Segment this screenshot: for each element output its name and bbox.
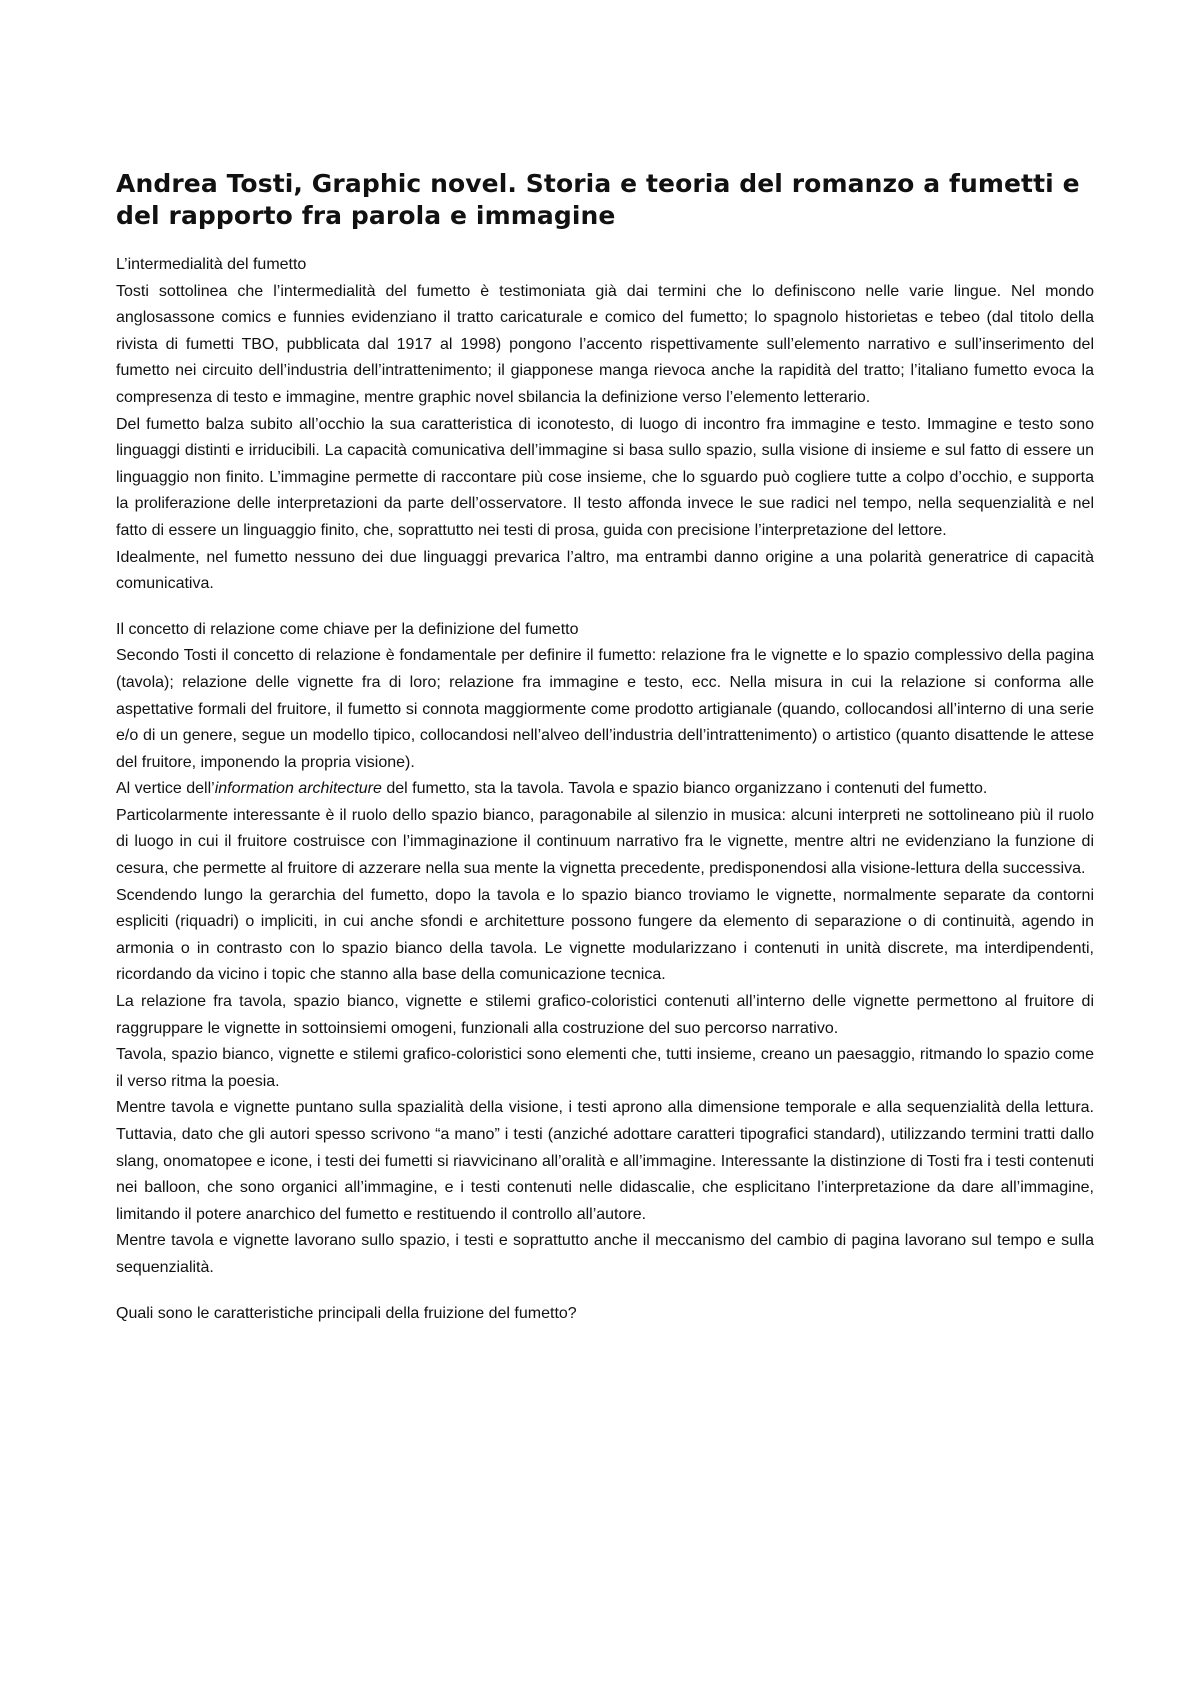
paragraph: Particolarmente interessante è il ruolo dello spazio bianco, paragonabile al silenzio in musica: alcuni interpreti ne sottolineano più il ruolo di luogo in cui il fruitore costruisce con l’immaginazione il continuum narrativo fra le vignette, mentre altri ne evidenziano la funzione di cesura, che permette al fruitore di azzerare nella sua mente la vignetta precedente, predisponendosi alla visione-lettura della successiva. [116,806,1094,878]
question-text: Quali sono le caratteristiche principali della fruizione del fumetto? [116,1304,577,1322]
section-spacer [116,598,1094,617]
emphasis-text: information architecture [214,780,382,798]
document-page [116,168,1094,1327]
section-spacer [116,1282,1094,1301]
paragraph: Tosti sottolinea che l’intermedialità del fumetto è testimoniata già dai termini che lo definiscono nelle varie lingue. Nel mondo anglosassone comics e funnies evidenziano il tratto caricaturale e comico del fumetto; lo spagnolo historietas e tebeo (dal titolo della rivista di fumetti TBO, pubblicata dal 1917 al 1998) pongono l’accento rispettivamente sull’elemento narrativo e sull’inserimento del fumetto nei circuito dell’industria dell’intrattenimento; il giapponese manga rievoca anche la rapidità del tratto; l’italiano fumetto evoca la compresenza di testo e immagine, mentre graphic novel sbilancia la definizione verso l’elemento letterario. [116,282,1094,406]
paragraph: Mentre tavola e vignette lavorano sullo spazio, i testi e soprattutto anche il meccanismo del cambio di pagina lavorano sul tempo e sulla sequenzialità. [116,1232,1094,1276]
text-run: del fumetto, sta la tavola. Tavola e spazio bianco organizzano i contenuti del fumetto. [381,780,988,798]
paragraph: La relazione fra tavola, spazio bianco, vignette e stilemi grafico-coloristici contenuti all’interno delle vignette permettono al fruitore di raggruppare le vignette in sottoinsiemi omogeni, funzionali alla costruzione del suo percorso narrativo. [116,993,1094,1037]
paragraph: Scendendo lungo la gerarchia del fumetto, dopo la tavola e lo spazio bianco troviamo le vignette, normalmente separate da contorni espliciti (riquadri) o impliciti, in cui anche sfondi e architetture possono fungere da elemento di separazione o di continuità, agendo in armonia o in contrasto con lo spazio bianco della tavola. Le vignette modularizzano i contenuti in unità discrete, ma interdipendenti, ricordando da vicino i topic che stanno alla base della comunicazione tecnica. [116,886,1094,984]
paragraph-information-architecture [116,776,1094,803]
paragraph: Secondo Tosti il concetto di relazione è fondamentale per definire il fumetto: relazione fra le vignette e lo spazio complessivo della pagina (tavola); relazione delle vignette fra di loro; relazione fra immagine e testo, ecc. Nella misura in cui la relazione si conforma alle aspettative formali del fruitore, il fumetto si connota maggiormente come prodotto artigianale (quando, collocandosi all’interno di una serie e/o di un genere, segue un modello tipico, collocandosi nell’alveo dell’industria dell’intrattenimento) o artistico (quanto disattende le attese del fruitore, imponendo la propria visione). [116,647,1094,771]
text-run: Al vertice dell’ [116,780,215,798]
paragraph: Del fumetto balza subito all’occhio la sua caratteristica di iconotesto, di luogo di incontro fra immagine e testo. Immagine e testo sono linguaggi distinti e irriducibili. La capacità comunicativa dell’immagine si basa sullo spazio, sulla visione di insieme e sul fatto di essere un linguaggio non finito. L’immagine permette di raccontare più cose insieme, che lo sguardo può cogliere tutte a colpo d’occhio, e supporta la proliferazione delle interpretazioni da parte dell’osservatore. Il testo affonda invece le sue radici nel tempo, nella sequenzialità e nel fatto di essere un linguaggio finito, che, soprattutto nei testi di prosa, guida con precisione l’interpretazione del lettore. [116,415,1094,539]
document-title: Andrea Tosti, Graphic novel. Storia e teoria del romanzo a fumetti e del rapporto fra parola e immagine [116,169,1080,230]
paragraph: Tavola, spazio bianco, vignette e stilemi grafico-coloristici sono elementi che, tutti insieme, creano un paesaggio, ritmando lo spazio come il verso ritma la poesia. [116,1046,1094,1090]
section-heading-relation: Il concetto di relazione come chiave per la definizione del fumetto [116,620,579,638]
paragraph: Idealmente, nel fumetto nessuno dei due linguaggi prevarica l’altro, ma entrambi danno origine a una polarità generatrice di capacità comunicativa. [116,548,1094,593]
section-heading-intermediality: L’intermedialità del fumetto [116,256,307,273]
document-body [116,252,1094,1327]
paragraph: Mentre tavola e vignette puntano sulla spazialità della visione, i testi aprono alla dimensione temporale e alla sequenzialità della lettura. Tuttavia, dato che gli autori spesso scrivono “a mano” i testi (anziché adottare caratteri tipografici standard), utilizzando termini tratti dallo slang, onomatopee e icone, i testi dei fumetti si riavvicinano all’oralità e all’immagine. Interessante la distinzione di Tosti fra i testi contenuti nei balloon, che sono organici all’immagine, e i testi contenuti nelle didascalie, che esplicitano l’interpretazione da dare all’immagine, limitando il potere anarchico del fumetto e restituendo il controllo all’autore. [116,1099,1094,1223]
